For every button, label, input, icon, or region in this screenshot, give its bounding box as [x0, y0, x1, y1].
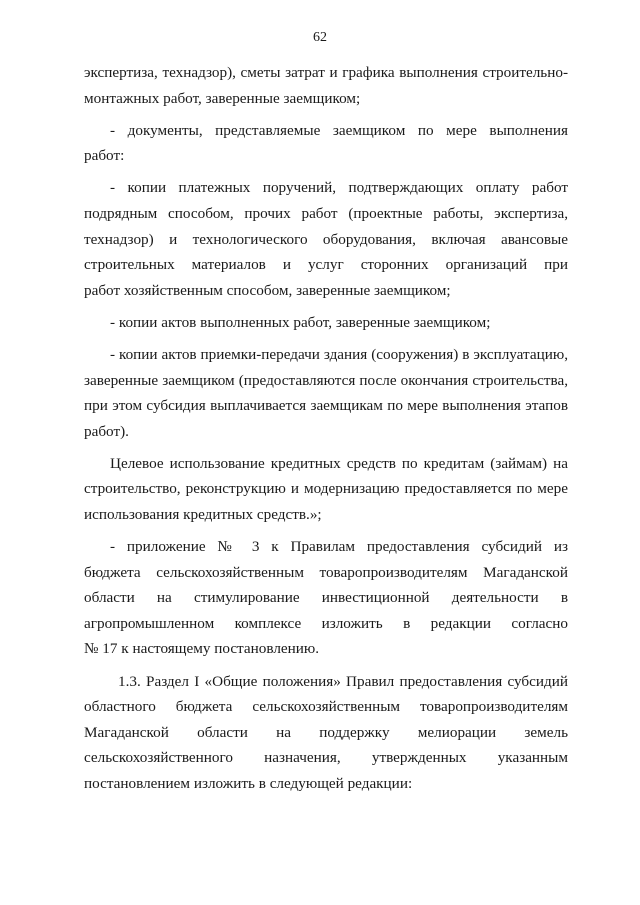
text-line: заверенные заемщиком (предоставляются после окончания строительства, — [84, 371, 568, 389]
paragraph — [84, 175, 568, 303]
text-line: монтажных работ, заверенные заемщиком; — [84, 89, 361, 107]
paragraph — [84, 451, 568, 528]
paragraph — [84, 118, 568, 169]
text-line: подрядным способом, прочих работ (проектные работы, экспертиза, — [84, 204, 568, 222]
text-line: - документы, представляемые заемщиком по мере выполнения — [110, 121, 568, 139]
text-line: строительных материалов и услуг сторонних организаций при — [84, 256, 568, 274]
text-line: работ хозяйственным способом, заверенные заемщиком; — [84, 281, 451, 299]
page-number: 62 — [313, 30, 327, 45]
text-line: агропромышленном комплексе изложить в редакции согласно — [84, 614, 568, 632]
text-line: - копии актов выполненных работ, заверенные заемщиком; — [110, 313, 491, 331]
text-line: - копии платежных поручений, подтверждающих оплату работ — [110, 179, 568, 197]
text-line: № 17 к настоящему постановлению. — [84, 640, 320, 658]
text-line: Магаданской области на поддержку мелиорации земель — [84, 723, 568, 741]
text-line: области на стимулирование инвестиционной деятельности в — [84, 589, 568, 607]
text-line: сельскохозяйственного назначения, утвержденных указанным — [84, 749, 568, 767]
paragraph — [84, 60, 568, 111]
text-line: работ: — [84, 147, 125, 165]
text-line: областного бюджета сельскохозяйственным товаропроизводителям — [84, 698, 568, 716]
paragraph — [84, 310, 568, 336]
text-line: строительство, реконструкцию и модернизацию предоставляется по мере — [84, 480, 568, 498]
text-line: - копии актов приемки-передачи здания (сооружения) в эксплуатацию, — [110, 345, 568, 363]
text-line: - приложение № 3 к Правилам предоставления субсидий из — [110, 538, 568, 556]
paragraph — [84, 534, 568, 662]
text-line: 1.3. Раздел I «Общие положения» Правил предоставления субсидий — [118, 672, 568, 690]
text-line: постановлением изложить в следующей редакции: — [84, 774, 413, 792]
text-line: технадзор) и технологического оборудования, включая авансовые — [84, 230, 568, 248]
text-line: работ). — [84, 422, 129, 440]
paragraph — [84, 669, 568, 797]
text-line: использования кредитных средств.»; — [84, 506, 322, 523]
text-line: при этом субсидия выплачивается заемщикам по мере выполнения этапов — [84, 397, 568, 415]
text-line: Целевое использование кредитных средств по кредитам (займам) на — [110, 454, 568, 472]
text-line: экспертиза, технадзор), сметы затрат и графика выполнения строительно- — [84, 64, 568, 81]
text-line: бюджета сельскохозяйственным товаропроизводителям Магаданской — [84, 563, 568, 581]
paragraph — [84, 342, 568, 444]
document-body — [84, 60, 568, 797]
